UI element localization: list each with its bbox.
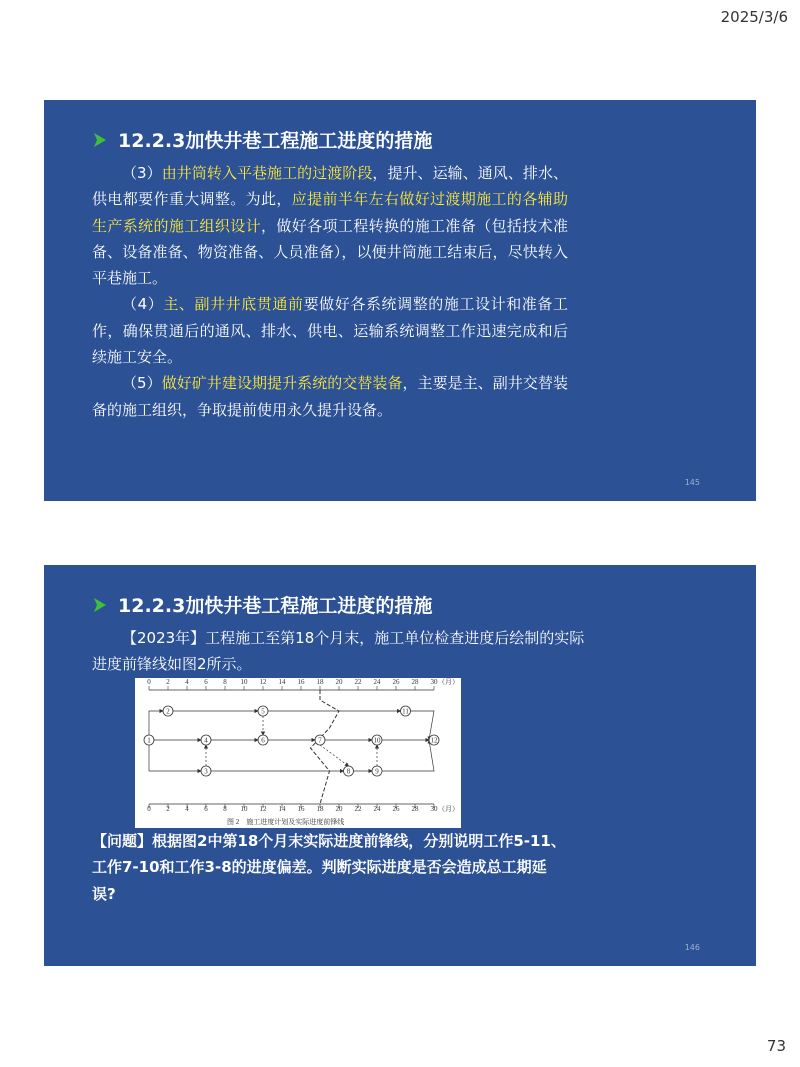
axis-tick-label: 8	[223, 805, 227, 813]
axis-tick-label: 4	[185, 678, 189, 686]
slide-title	[94, 591, 432, 618]
axis-tick-label: 26	[392, 805, 400, 813]
node-label: 6	[261, 736, 265, 745]
node-1	[144, 735, 154, 745]
node-8	[344, 766, 354, 776]
activity-arrow	[320, 745, 349, 766]
axis-tick-label: 4	[185, 805, 189, 813]
arrow-bullet-icon	[94, 598, 106, 612]
axis-tick-label: 10	[240, 678, 248, 686]
axis-tick-label: 18	[316, 805, 324, 813]
node-label: 4	[204, 736, 208, 745]
node-9	[372, 766, 382, 776]
node-2	[163, 706, 173, 716]
axis-unit-label: （月）	[438, 805, 459, 813]
axis-tick-label: 30	[430, 805, 438, 813]
highlight-text: 由井筒转入平巷施工的过渡阶段	[161, 164, 373, 182]
body-text: ，提升、运输、通风、排水、供电都要作重大调整。为此，	[92, 164, 568, 209]
arrow-bullet-icon	[94, 133, 106, 147]
body-text: 要做好各系统调整的施工设计和准备工作，确保贯通后的通风、排水、供电、运输系统调整工作迅速完成和后续施工安全。	[92, 295, 568, 367]
axis-tick-label: 14	[278, 678, 286, 686]
item-number: （5）	[122, 374, 162, 393]
node-label: 5	[261, 707, 265, 716]
axis-tick-label: 28	[411, 805, 419, 813]
page-number: 73	[766, 1037, 786, 1055]
axis-tick-label: 16	[297, 805, 305, 813]
node-label: 11	[402, 707, 409, 716]
item-number: （3）	[122, 164, 162, 182]
axis-tick-label: 24	[373, 805, 381, 813]
slide-title-text: 12.2.3加快井巷工程施工进度的措施	[118, 595, 433, 617]
node-label: 8	[346, 767, 351, 776]
axis-tick-label: 8	[223, 678, 227, 686]
axis-tick-label: 30	[430, 678, 438, 686]
intro-text: 【2023年】工程施工至第18个月末，施工单位检查进度后绘制的实际进度前锋线如图2所示。	[92, 629, 585, 674]
slide-146	[44, 565, 756, 966]
highlight-text: 应提前半年左右做好过渡期施工的各辅助生产系统的施工组织设计	[92, 190, 568, 235]
node-label: 12	[430, 736, 438, 745]
axis-tick-label: 0	[147, 805, 151, 813]
node-7	[315, 735, 325, 745]
node-label: 10	[373, 736, 381, 745]
node-label: 1	[147, 736, 151, 745]
axis-tick-label: 18	[316, 678, 324, 686]
network-diagram	[135, 678, 461, 828]
node-label: 3	[204, 767, 208, 776]
paragraph-4	[92, 291, 568, 370]
axis-tick-label: 10	[240, 805, 248, 813]
slide-body	[92, 160, 568, 423]
node-label: 7	[318, 736, 322, 745]
axis-tick-label: 24	[373, 678, 381, 686]
slide-title	[94, 126, 432, 153]
node-label: 9	[375, 767, 379, 776]
node-3	[201, 766, 211, 776]
axis-tick-label: 20	[335, 805, 343, 813]
paragraph-3	[92, 160, 568, 291]
slide-title-text: 12.2.3加快井巷工程施工进度的措施	[118, 130, 433, 152]
axis-tick-label: 20	[335, 678, 343, 686]
axis-tick-label: 0	[147, 678, 151, 686]
highlight-text: 做好矿井建设期提升系统的交替装备	[161, 374, 403, 393]
axis-tick-label: 22	[354, 678, 362, 686]
figure-caption: 图 2 施工进度计划及实际进度前锋线	[227, 818, 345, 826]
activity-arrow	[149, 740, 201, 771]
axis-tick-label: 26	[392, 678, 400, 686]
axis-tick-label: 2	[166, 678, 170, 686]
body-text: ，做好各项工程转换的施工准备（包括技术准备、设备准备、物资准备、人员准备），以便井筒施工结束后，尽快转入平巷施工。	[92, 216, 568, 288]
axis-tick-label: 2	[166, 805, 170, 813]
axis-tick-label: 12	[259, 678, 267, 686]
question-text: 【问题】根据图2中第18个月末实际进度前锋线，分别说明工作5-11、工作7-10和工作3-8的进度偏差。判断实际进度是否会造成总工期延误?	[92, 832, 566, 903]
node-10	[372, 735, 382, 745]
axis-tick-label: 6	[204, 678, 208, 686]
node-6	[258, 735, 268, 745]
item-number: （4）	[122, 295, 164, 314]
axis-tick-label: 16	[297, 678, 305, 686]
node-4	[201, 735, 211, 745]
activity-arrow	[377, 740, 434, 771]
node-label: 2	[166, 707, 170, 716]
node-11	[401, 706, 411, 716]
paragraph-5	[92, 370, 568, 423]
axis-unit-label: （月）	[438, 678, 459, 686]
slide-145	[44, 100, 756, 501]
axis-tick-label: 14	[278, 805, 286, 813]
axis-tick-label: 6	[204, 805, 208, 813]
axis-tick-label: 22	[354, 805, 362, 813]
node-12	[429, 735, 439, 745]
slide-number: 146	[684, 943, 700, 952]
body-text: ，主要是主、副井交替装备的施工组织，争取提前使用永久提升设备。	[92, 374, 568, 419]
progress-frontline	[311, 690, 340, 804]
page-date: 2025/3/6	[720, 8, 788, 26]
axis-tick-label: 28	[411, 678, 419, 686]
node-5	[258, 706, 268, 716]
slide-number: 145	[684, 478, 700, 487]
network-diagram-svg	[135, 678, 461, 828]
axis-tick-label: 12	[259, 805, 267, 813]
highlight-text: 主、副井井底贯通前	[163, 295, 304, 314]
